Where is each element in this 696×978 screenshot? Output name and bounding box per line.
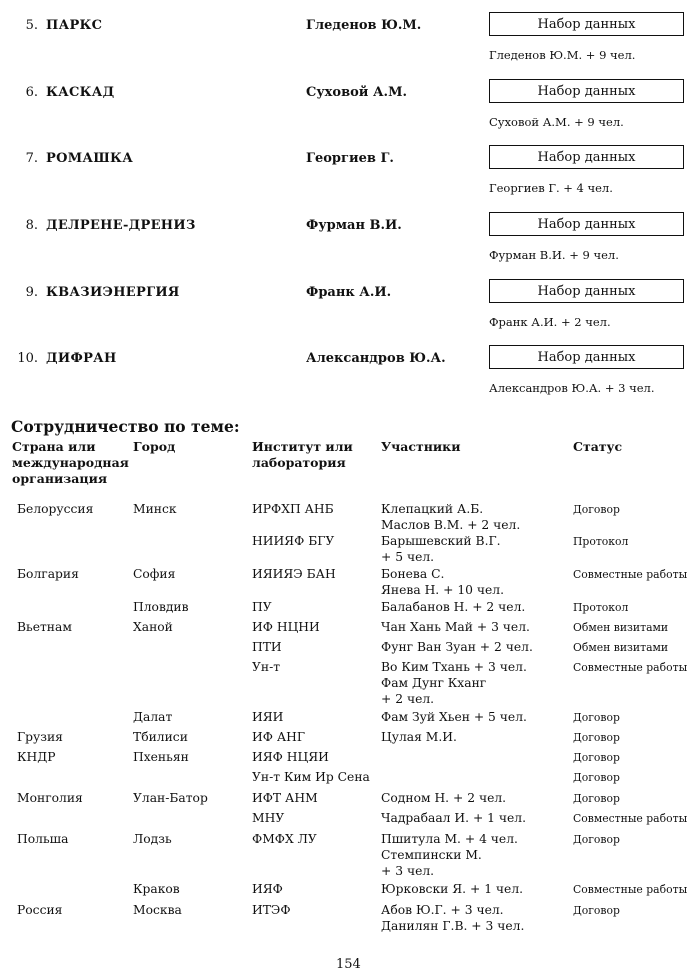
cell-country: КНДР <box>17 750 56 764</box>
cell-country: Грузия <box>17 730 63 744</box>
cell-participant: Клепацкий А.Б. <box>381 502 484 516</box>
cell-institute: ИЯИЯЭ БАН <box>252 567 336 581</box>
cell-institute: ПУ <box>252 600 272 614</box>
header-status: Статус <box>573 439 623 454</box>
cell-city: Москва <box>133 903 182 917</box>
project-leader: Александров Ю.А. <box>306 351 446 366</box>
cell-city: Далат <box>133 710 173 724</box>
cell-status: Договор <box>573 833 620 846</box>
cell-participant: + 3 чел. <box>381 864 435 878</box>
project-name: КАСКАД <box>46 85 115 100</box>
dataset-button[interactable]: Набор данных <box>489 79 684 103</box>
cell-institute: НИИЯФ БГУ <box>252 534 335 548</box>
dataset-button[interactable]: Набор данных <box>489 279 684 303</box>
header-country: Страна или <box>12 439 96 454</box>
cell-participant: Чадрабаал И. + 1 чел. <box>381 811 527 825</box>
project-name: РОМАШКА <box>46 151 134 166</box>
cell-participant: Балабанов Н. + 2 чел. <box>381 600 526 614</box>
cell-status: Договор <box>573 711 620 724</box>
project-leader: Георгиев Г. <box>306 151 394 166</box>
project-leader: Франк А.И. <box>306 285 392 300</box>
cell-participant: Стемпински М. <box>381 848 482 862</box>
cell-participant: Янева Н. + 10 чел. <box>381 583 505 597</box>
dataset-button[interactable]: Набор данных <box>489 12 684 36</box>
cell-status: Договор <box>573 904 620 917</box>
cell-status: Обмен визитами <box>573 641 669 654</box>
dataset-button[interactable]: Набор данных <box>489 345 684 369</box>
cell-status: Договор <box>573 792 620 805</box>
project-number: 8. <box>25 218 38 233</box>
header-institute: Институт или <box>252 439 353 454</box>
cell-participant: Абов Ю.Г. + 3 чел. <box>381 903 504 917</box>
project-number: 5. <box>25 18 38 33</box>
cell-country: Вьетнам <box>17 620 72 634</box>
cell-country: Монголия <box>17 791 83 805</box>
cell-city: Минск <box>133 502 177 516</box>
cell-institute: Ун-т Ким Ир Сена <box>252 770 370 784</box>
page-number: 154 <box>336 957 361 972</box>
project-team: Фурман В.И. + 9 чел. <box>489 248 619 262</box>
cell-participant: Фам Дунг Кханг <box>381 676 487 690</box>
cell-participant: Маслов В.М. + 2 чел. <box>381 518 521 532</box>
cell-institute: Ун-т <box>252 660 281 674</box>
cell-status: Совместные работы <box>573 812 688 825</box>
cell-institute: ИРФХП АНБ <box>252 502 334 516</box>
project-name: ДЕЛРЕНЕ-ДРЕНИЗ <box>46 218 196 233</box>
cell-participant: Содном Н. + 2 чел. <box>381 791 507 805</box>
cell-participant: Бонева С. <box>381 567 445 581</box>
cell-city: Тбилиси <box>133 730 188 744</box>
cell-city: Лодзь <box>133 832 172 846</box>
cell-status: Договор <box>573 503 620 516</box>
cell-city: Улан-Батор <box>133 791 208 805</box>
cell-city: Пхеньян <box>133 750 189 764</box>
project-name: ПАРКС <box>46 18 103 33</box>
project-leader: Суховой А.М. <box>306 85 407 100</box>
cell-institute: ИФ НЦНИ <box>252 620 320 634</box>
cell-participant: Цулая М.И. <box>381 730 457 744</box>
cell-participant: + 2 чел. <box>381 692 435 706</box>
cell-institute: МНУ <box>252 811 285 825</box>
dataset-button[interactable]: Набор данных <box>489 145 684 169</box>
project-number: 9. <box>25 285 38 300</box>
project-leader: Гледенов Ю.М. <box>306 18 422 33</box>
cell-status: Договор <box>573 751 620 764</box>
cell-country: Белоруссия <box>17 502 94 516</box>
cell-institute: ИТЭФ <box>252 903 291 917</box>
cell-country: Россия <box>17 903 63 917</box>
cell-status: Совместные работы <box>573 568 688 581</box>
dataset-button[interactable]: Набор данных <box>489 212 684 236</box>
cell-participant: Чан Хань Май + 3 чел. <box>381 620 530 634</box>
project-team: Александров Ю.А. + 3 чел. <box>489 381 655 395</box>
cell-country: Польша <box>17 832 69 846</box>
header-country: организация <box>12 471 108 486</box>
cell-participant: Данилян Г.В. + 3 чел. <box>381 919 525 933</box>
cell-participant: Пшитула М. + 4 чел. <box>381 832 518 846</box>
cell-participant: Барышевский В.Г. <box>381 534 501 548</box>
project-name: КВАЗИЭНЕРГИЯ <box>46 285 180 300</box>
cell-participant: Фунг Ван Зуан + 2 чел. <box>381 640 533 654</box>
cell-institute: ИЯИ <box>252 710 284 724</box>
cell-city: Краков <box>133 882 180 896</box>
project-number: 7. <box>25 151 38 166</box>
cooperation-title: Сотрудничество по теме: <box>11 417 240 436</box>
cell-institute: ФМФХ ЛУ <box>252 832 317 846</box>
cell-city: Пловдив <box>133 600 189 614</box>
cell-institute: ИЯФ НЦЯИ <box>252 750 329 764</box>
project-name: ДИФРАН <box>46 351 117 366</box>
project-leader: Фурман В.И. <box>306 218 402 233</box>
cell-country: Болгария <box>17 567 79 581</box>
cell-institute: ИФТ АНМ <box>252 791 318 805</box>
header-participants: Участники <box>381 439 461 454</box>
cell-participant: Фам Зуй Хьен + 5 чел. <box>381 710 527 724</box>
header-city: Город <box>133 439 176 454</box>
cell-participant: Юрковски Я. + 1 чел. <box>381 882 524 896</box>
cell-city: София <box>133 567 176 581</box>
cell-status: Договор <box>573 771 620 784</box>
cell-status: Протокол <box>573 535 629 548</box>
cell-institute: ИФ АНГ <box>252 730 306 744</box>
project-team: Гледенов Ю.М. + 9 чел. <box>489 48 636 62</box>
cell-institute: ИЯФ <box>252 882 283 896</box>
cell-status: Совместные работы <box>573 883 688 896</box>
cell-status: Совместные работы <box>573 661 688 674</box>
cell-participant: Во Ким Тхань + 3 чел. <box>381 660 527 674</box>
header-institute: лаборатория <box>252 455 346 470</box>
cell-status: Договор <box>573 731 620 744</box>
cell-city: Ханой <box>133 620 173 634</box>
cell-participant: + 5 чел. <box>381 550 435 564</box>
project-number: 6. <box>25 85 38 100</box>
header-country: международная <box>12 455 129 470</box>
project-number: 10. <box>17 351 38 366</box>
cell-status: Обмен визитами <box>573 621 669 634</box>
project-team: Суховой А.М. + 9 чел. <box>489 115 624 129</box>
project-team: Франк А.И. + 2 чел. <box>489 315 611 329</box>
project-team: Георгиев Г. + 4 чел. <box>489 181 613 195</box>
cell-status: Протокол <box>573 601 629 614</box>
cell-institute: ПТИ <box>252 640 282 654</box>
